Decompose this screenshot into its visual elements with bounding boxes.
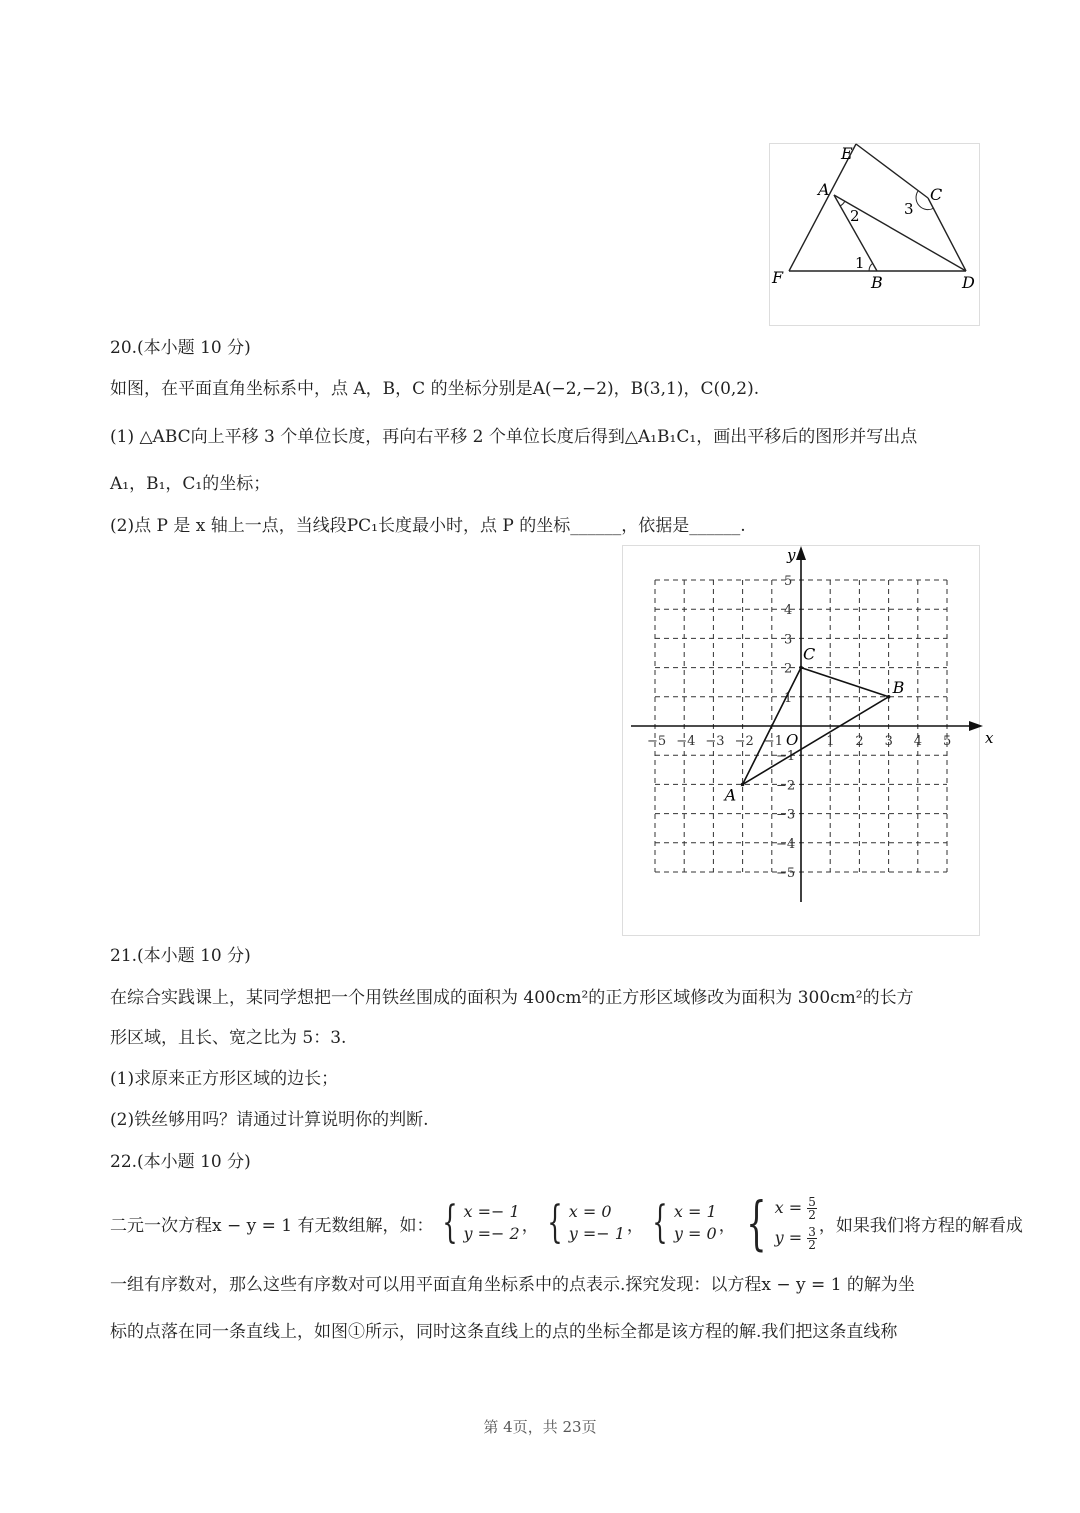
comma-1: ， bbox=[521, 1215, 539, 1236]
label-D: D bbox=[962, 273, 975, 292]
geometry-figure bbox=[769, 143, 980, 326]
label-B: B bbox=[871, 273, 883, 292]
y-axis-arrow bbox=[796, 546, 806, 560]
q20-header: 20.(本小题 10 分) bbox=[110, 338, 251, 358]
point-label-B: B bbox=[892, 677, 905, 697]
y-tick-label: 2 bbox=[784, 661, 793, 677]
x-tick-label: 4 bbox=[913, 734, 923, 749]
q22-tail: 如果我们将方程的解看成 bbox=[835, 1215, 1023, 1236]
point-label-A: A bbox=[724, 785, 737, 805]
coordinate-figure bbox=[622, 545, 994, 936]
fraction-3-2: $\frac{3}{2}$ bbox=[808, 1225, 816, 1252]
point-B bbox=[887, 695, 891, 699]
x-tick-label: −1 bbox=[763, 734, 783, 749]
y-tick-label: −5 bbox=[776, 866, 796, 881]
x-tick-label: −2 bbox=[734, 734, 754, 749]
label-F: F bbox=[772, 268, 784, 287]
label-A: A bbox=[818, 180, 830, 199]
geometry-svg bbox=[770, 144, 979, 325]
y-tick-label: −4 bbox=[776, 836, 796, 852]
q21-header: 21.(本小题 10 分) bbox=[110, 946, 251, 966]
x-tick-label: −3 bbox=[705, 734, 725, 749]
x-tick-label: 3 bbox=[884, 734, 893, 749]
x-tick-label: −5 bbox=[647, 734, 667, 749]
q22-header: 22.(本小题 10 分) bbox=[110, 1152, 251, 1172]
y-axis-label: y bbox=[787, 546, 796, 564]
s4-x-label: x = bbox=[774, 1198, 803, 1217]
label-angle-3: 3 bbox=[904, 200, 914, 218]
comma-4: ， bbox=[818, 1215, 836, 1236]
label-E: E bbox=[841, 144, 853, 163]
angle-arc-2 bbox=[840, 201, 845, 206]
q22-line3: 标的点落在同一条直线上，如图①所示，同时这条直线上的点的坐标全都是该方程的解.我们把这条直线称 bbox=[110, 1322, 898, 1342]
solution-system-3: { x = 1 y = 0 bbox=[652, 1197, 717, 1248]
q20-part1-line2: A₁，B₁，C₁的坐标； bbox=[110, 474, 271, 494]
s3-x: x = 1 bbox=[673, 1202, 717, 1221]
s1-y: y =− 2 bbox=[463, 1224, 520, 1243]
coordinate-plane bbox=[623, 546, 994, 935]
solution-system-1: { x =− 1 y =− 2 bbox=[441, 1197, 520, 1248]
x-tick-label: 1 bbox=[826, 734, 835, 749]
label-angle-2: 2 bbox=[850, 207, 860, 225]
y-tick-label: −3 bbox=[776, 807, 796, 823]
q21-line2: 形区域，且长、宽之比为 5：3. bbox=[110, 1028, 347, 1048]
q22-lead: 二元一次方程x − y = 1 有无数组解，如： bbox=[110, 1215, 434, 1236]
label-angle-1: 1 bbox=[855, 254, 865, 272]
y-tick-label: 5 bbox=[784, 574, 793, 589]
point-A bbox=[741, 783, 745, 787]
x-tick-label: 5 bbox=[943, 734, 952, 749]
comma-2: ， bbox=[626, 1215, 644, 1236]
q22-equation-line bbox=[110, 1190, 1023, 1256]
q21-part1: (1)求原来正方形区域的边长； bbox=[110, 1069, 339, 1089]
label-C: C bbox=[930, 185, 943, 204]
q20-part2: (2)点 P 是 x 轴上一点，当线段PC₁长度最小时，点 P 的坐标______，依据是______. bbox=[110, 516, 746, 536]
line-EC bbox=[856, 144, 928, 198]
q22-line2: 一组有序数对，那么这些有序数对可以用平面直角坐标系中的点表示.探究发现：以方程x − y = 1 的解为坐 bbox=[110, 1275, 915, 1295]
solution-system-4: { x = $\frac{5}{2}$ y = $\frac{3}{2}$ bbox=[746, 1189, 816, 1257]
s2-y: y =− 1 bbox=[568, 1224, 625, 1243]
y-tick-label: 3 bbox=[784, 632, 793, 648]
y-tick-label: −2 bbox=[776, 778, 796, 794]
s1-x: x =− 1 bbox=[463, 1202, 520, 1221]
fraction-5-2: $\frac{5}{2}$ bbox=[808, 1195, 816, 1222]
point-C bbox=[799, 666, 803, 670]
y-tick-label: 4 bbox=[784, 603, 793, 619]
q21-part2: (2)铁丝够用吗？请通过计算说明你的判断. bbox=[110, 1110, 429, 1130]
x-tick-label: −4 bbox=[676, 734, 696, 749]
y-tick-label: −1 bbox=[776, 749, 796, 765]
s4-y-label: y = bbox=[774, 1228, 803, 1247]
s2-x: x = 0 bbox=[568, 1202, 612, 1221]
x-axis-label: x bbox=[985, 729, 994, 747]
solution-system-2: { x = 0 y =− 1 bbox=[547, 1197, 625, 1248]
q21-line1: 在综合实践课上，某同学想把一个用铁丝围成的面积为 400cm²的正方形区域修改为面积为 300cm²的长方 bbox=[110, 988, 914, 1008]
point-label-C: C bbox=[803, 644, 816, 664]
x-axis-arrow bbox=[969, 721, 983, 731]
origin-label: O bbox=[786, 731, 799, 749]
page-footer: 第 4页，共 23页 bbox=[483, 1418, 597, 1436]
line-FE bbox=[789, 144, 856, 271]
x-tick-label: 2 bbox=[855, 734, 864, 749]
y-tick-label: 1 bbox=[784, 690, 793, 706]
comma-3: ， bbox=[718, 1215, 736, 1236]
q20-intro: 如图，在平面直角坐标系中，点 A，B，C 的坐标分别是A(−2,−2)，B(3,1)，C(0,2). bbox=[110, 379, 760, 399]
q20-part1-line1: (1) △ABC向上平移 3 个单位长度，再向右平移 2 个单位长度后得到△A₁B₁C₁，画出平移后的图形并写出点 bbox=[110, 427, 918, 447]
s3-y: y = 0 bbox=[673, 1224, 717, 1243]
